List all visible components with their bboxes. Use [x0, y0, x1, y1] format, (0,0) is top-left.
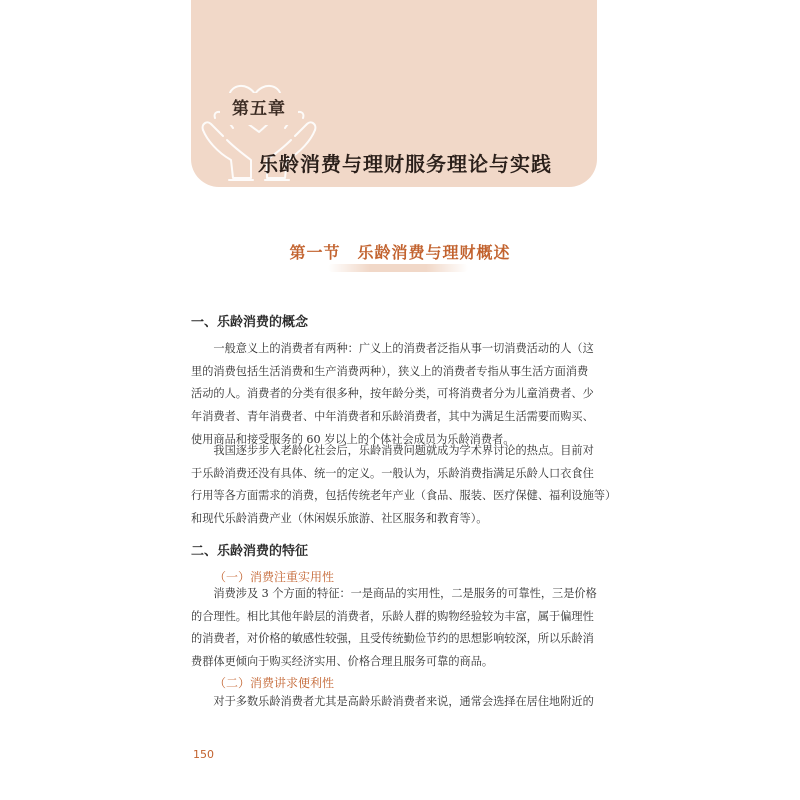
text-line: 使用商品和接受服务的 60 岁以上的个体社会成员为乐龄消费者。	[191, 432, 515, 446]
heading-features: 二、乐龄消费的特征	[191, 544, 309, 559]
text-line: 的合理性。相比其他年龄层的消费者，乐龄人群的购物经验较为丰富，属于偏理性	[191, 609, 594, 623]
text-line: 的消费者，对价格的敏感性较强，且受传统勤俭节约的思想影响较深，所以乐龄消	[191, 632, 594, 646]
paragraph-practicality	[191, 583, 603, 674]
text-line: 我国逐步步入老龄化社会后，乐龄消费问题就成为学术界讨论的热点。目前对	[191, 444, 594, 457]
text-line: 活动的人。消费者的分类有很多种，按年龄分类，可将消费者分为儿童消费者、少	[191, 387, 594, 401]
chapter-label: 第五章	[220, 93, 298, 125]
section-title-underline	[328, 264, 468, 272]
text-line: 于乐龄消费还没有具体、统一的定义。一般认为，乐龄消费指满足乐龄人口衣食住	[191, 466, 594, 480]
section-title: 第一节 乐龄消费与理财概述	[289, 243, 511, 262]
text-line: 一般意义上的消费者有两种：广义上的消费者泛指从事一切消费活动的人（这	[191, 342, 594, 355]
paragraph-convenience	[191, 691, 603, 714]
text-line: 行用等各方面需求的消费，包括传统老年产业（食品、服装、医疗保健、福利设施等）	[191, 489, 617, 503]
text-line: 里的消费包括生活消费和生产消费两种），狭义上的消费者专指从事生活方面消费	[191, 364, 589, 378]
text-line: 消费涉及 3 个方面的特征：一是商品的实用性，二是服务的可靠性，三是价格	[191, 587, 597, 600]
paragraph-concept-1	[191, 338, 603, 451]
subheading-convenience: （二）消费讲求便利性	[214, 676, 335, 690]
paragraph-concept-2	[191, 440, 617, 531]
text-line: 年消费者、青年消费者、中年消费者和乐龄消费者，其中为满足生活需要而购买、	[191, 410, 594, 424]
chapter-title: 乐龄消费与理财服务理论与实践	[258, 152, 552, 176]
chapter-banner	[191, 0, 597, 187]
heading-concept: 一、乐龄消费的概念	[191, 315, 309, 330]
subheading-practicality: （一）消费注重实用性	[214, 570, 335, 584]
text-line: 费群体更倾向于购买经济实用、价格合理且服务可靠的商品。	[191, 655, 494, 669]
text-line: 对于多数乐龄消费者尤其是高龄乐龄消费者来说，通常会选择在居住地附近的	[191, 695, 594, 708]
page-number: 150	[193, 748, 214, 761]
text-line: 和现代乐龄消费产业（休闲娱乐旅游、社区服务和教育等）。	[191, 512, 488, 526]
